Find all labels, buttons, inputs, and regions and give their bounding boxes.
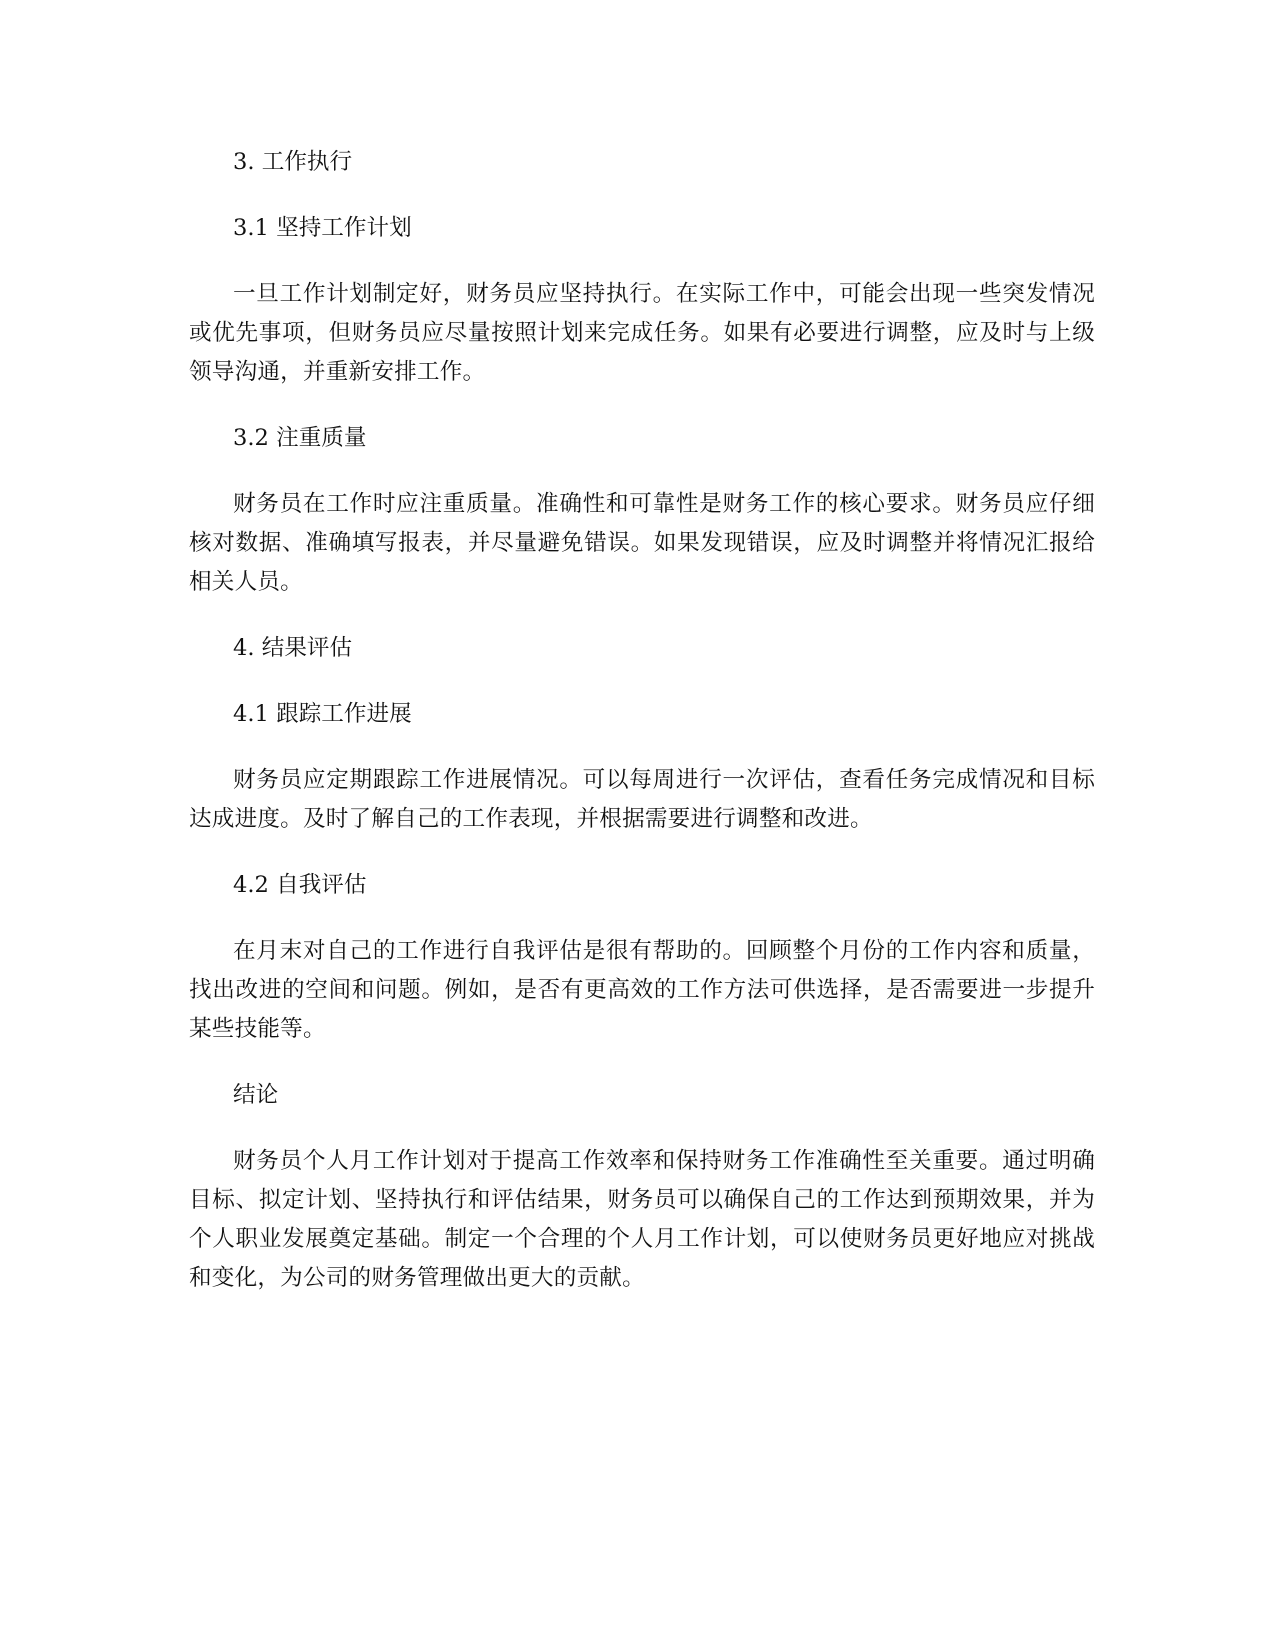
para-self-evaluation: 在月末对自己的工作进行自我评估是很有帮助的。回顾整个月份的工作内容和质量，找出改进的空间和问题。例如，是否有更高效的工作方法可供选择，是否需要进一步提升某些技能等。 — [189, 938, 1095, 1042]
para-stick-to-plan: 一旦工作计划制定好，财务员应坚持执行。在实际工作中，可能会出现一些突发情况或优先事项，但财务员应尽量按照计划来完成任务。如果有必要进行调整，应及时与上级领导沟通，并重新安排工作。 — [189, 281, 1095, 385]
para-track-progress: 财务员应定期跟踪工作进展情况。可以每周进行一次评估，查看任务完成情况和目标达成进度。及时了解自己的工作表现，并根据需要进行调整和改进。 — [189, 767, 1095, 832]
para-focus-quality: 财务员在工作时应注重质量。准确性和可靠性是财务工作的核心要求。财务员应仔细核对数据、准确填写报表，并尽量避免错误。如果发现错误，应及时调整并将情况汇报给相关人员。 — [189, 491, 1095, 595]
heading-4-1-track-progress: 4.1 跟踪工作进展 — [233, 701, 412, 727]
heading-3-2-focus-quality: 3.2 注重质量 — [233, 425, 367, 451]
para-conclusion: 财务员个人月工作计划对于提高工作效率和保持财务工作准确性至关重要。通过明确目标、拟定计划、坚持执行和评估结果，财务员可以确保自己的工作达到预期效果，并为个人职业发展奠定基础。制定一个合理的个人月工作计划，可以使财务员更好地应对挑战和变化，为公司的财务管理做出更大的贡献。 — [189, 1148, 1095, 1291]
heading-conclusion: 结论 — [233, 1082, 279, 1108]
heading-3-1-stick-to-plan: 3.1 坚持工作计划 — [233, 215, 412, 241]
document-body — [189, 143, 1095, 1325]
heading-4-2-self-evaluation: 4.2 自我评估 — [233, 872, 367, 898]
heading-3-work-execution: 3. 工作执行 — [233, 149, 353, 175]
heading-4-result-evaluation: 4. 结果评估 — [233, 635, 353, 661]
